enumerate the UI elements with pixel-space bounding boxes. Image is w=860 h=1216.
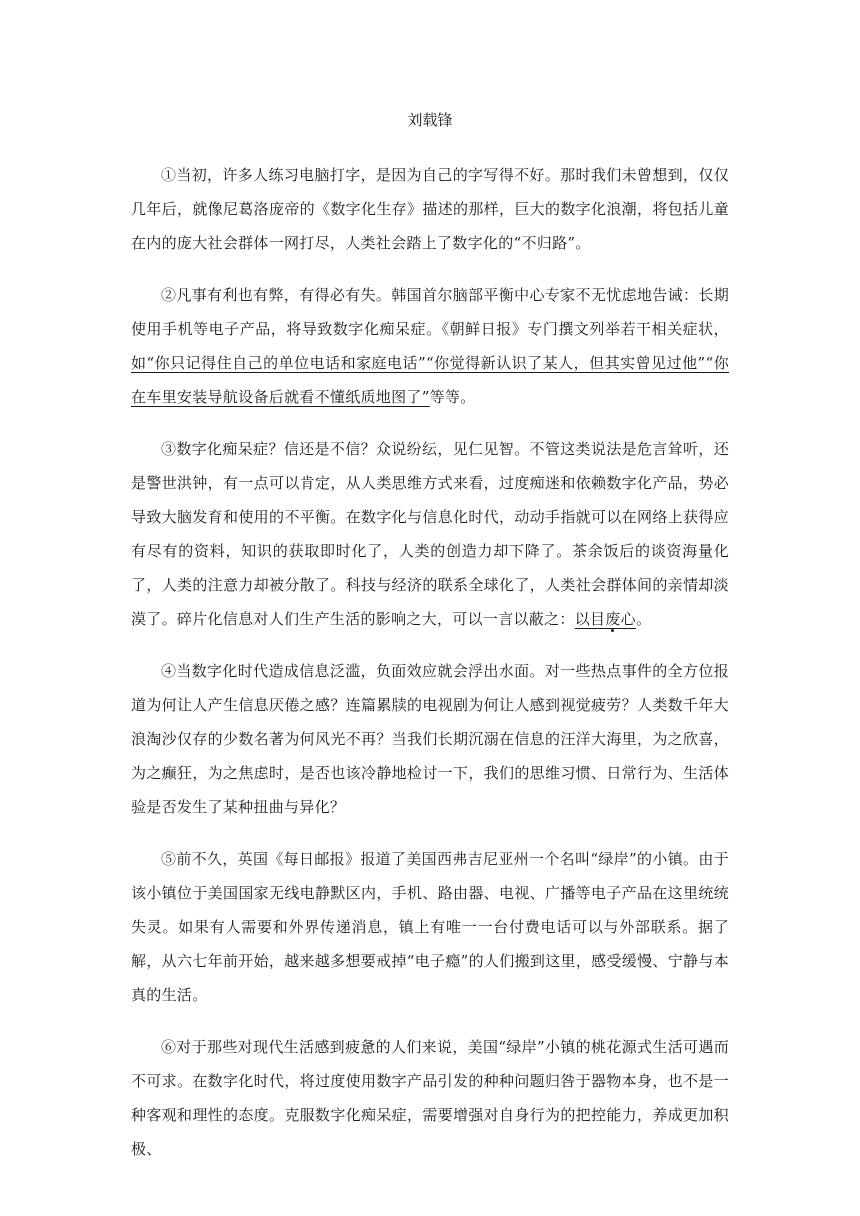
document-page [131,100,729,1184]
paragraph-2-text: ②凡事有利也有弊，有得必有失。韩国首尔脑部平衡中心专家不无忧虑地告诫：长期使用手机等电子产品，将导致数字化痴呆症。《朝鲜日报》专门撰文列举若干相关症状， [131,286,729,338]
emphasis-dotted-character: 废 [605,610,621,628]
author-name: 刘载锋 [407,111,453,129]
paragraph-4: ④当数字化时代造成信息泛滥，负面效应就会浮出水面。对一些热点事件的全方位报道为何让人产生信息厌倦之感？连篇累牍的电视剧为何让人感到视觉疲劳？人类数千年大浪淘沙仅存的少数名著为何风光不再？当我们长期沉溺在信息的汪洋大海里，为之欣喜，为之癫狂，为之焦虑时，是否也该冷静地检讨一下，我们的思维习惯、日常行为、生活体验是否发生了某种扭曲与异化？ [131,662,729,816]
paragraph-6: ⑥对于那些对现代生活感到疲惫的人们来说，美国“绿岸”小镇的桃花源式生活可遇而不可求。在数字化时代，将过度使用数字产品引发的种种问题归咎于器物本身，也不是一种客观和理性的态度。克服数字化痴呆症，需要增强对自身行为的把控能力，养成更加积极、 [131,1038,729,1158]
paragraph-2 [131,278,729,414]
underlined-examples: 如“你只记得住自己的单位电话和家庭电话”“你觉得新认识了某人，但其实曾见过他”“你在车里安装导航设备后就看不懂纸质地图了” [131,354,729,406]
emphasized-phrase-part-2: 心 [620,610,636,628]
paragraph-5: ⑤前不久，英国《每日邮报》报道了美国西弗吉尼亚州一个名叫“绿岸”的小镇。由于该小镇位于美国国家无线电静默区内，手机、路由器、电视、广播等电子产品在这里统统失灵。如果有人需要和外界传递消息，镇上有唯一一台付费电话可以与外部联系。据了解，从六七年前开始，越来越多想要戒掉“电子瘾”的人们搬到这里，感受缓慢、宁静与本真的生活。 [131,850,729,1004]
paragraph-2-end: 等等。 [429,388,476,406]
paragraph-3-end: 。 [635,610,652,628]
paragraph-3 [131,432,729,636]
emphasized-phrase-part-1: 以目 [574,610,606,628]
paragraph-1: ①当初，许多人练习电脑打字，是因为自己的字写得不好。那时我们未曾想到，仅仅几年后，就像尼葛洛庞帝的《数字化生存》描述的那样，巨大的数字化浪潮，将包括儿童在内的庞大社会群体一网打尽，人类社会踏上了数字化的“不归路”。 [131,166,729,252]
emphasized-phrase [575,610,636,628]
paragraph-3-text: ③数字化痴呆症？信还是不信？众说纷纭，见仁见智。不管这类说法是危言耸听，还是警世洪钟，有一点可以肯定，从人类思维方式来看，过度痴迷和依赖数字化产品，势必导致大脑发育和使用的不平衡。在数字化与信息化时代，动动手指就可以在网络上获得应有尽有的资料，知识的获取即时化了，人类的创造力却下降了。茶余饭后的谈资海量化了，人类的注意力却被分散了。科技与经济的联系全球化了，人类社会群体间的亲情却淡漠了。碎片化信息对人们生产生活的影响之大，可以一言以蔽之： [131,440,729,628]
